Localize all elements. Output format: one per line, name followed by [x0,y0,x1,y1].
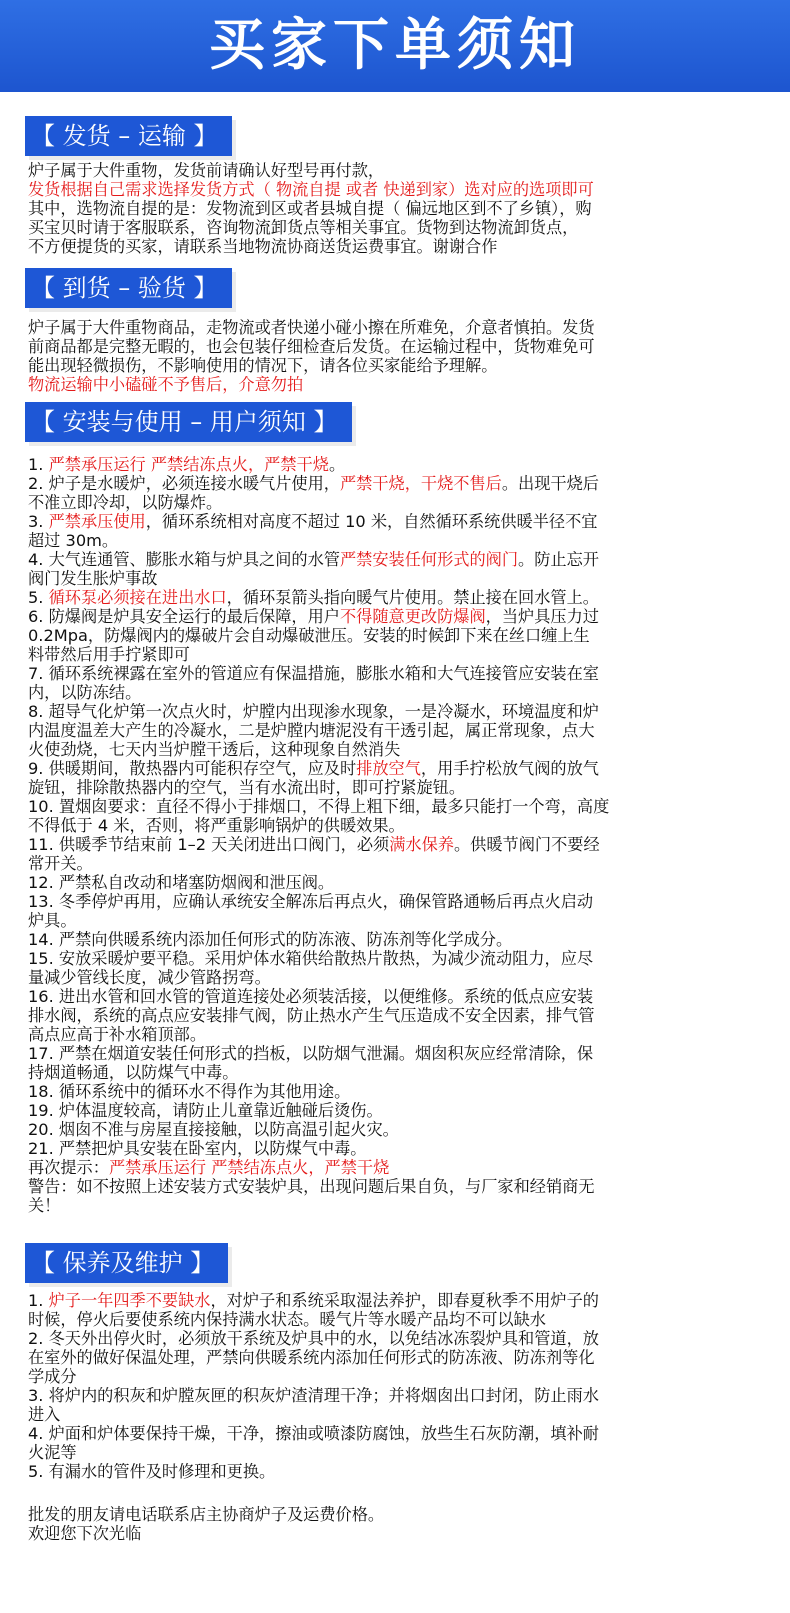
body-text: 再次提示： [28,1158,109,1177]
text-line [28,740,768,759]
text-line [28,1025,768,1044]
body-text: 不方便提货的买家，请联系当地物流协商送货运费事宜。谢谢合作 [28,237,498,256]
body-text: 时候，停火后要使系统内保持满水状态。暖气片等水暖产品均不可以缺水 [28,1310,546,1329]
text-line [28,664,768,683]
body-text: 9. 供暖期间，散热器内可能积存空气，应及时 [28,759,357,778]
body-text: 4. 大气连通管、膨胀水箱与炉具之间的水管 [28,550,340,569]
text-line [28,1310,768,1329]
body-text: 1. [28,455,49,474]
text-line [28,161,768,180]
body-text: 3. 将炉内的积灰和炉膛灰匣的积灰炉渣清理干净；并将烟囱出口封闭，防止雨水 [28,1386,599,1405]
section-header-install: 【 安装与使用 – 用户须知 】 [25,402,352,442]
body-text: 4. 炉面和炉体要保持干燥，干净，擦油或喷漆防腐蚀，放些生石灰防潮，填补耐 [28,1424,599,1443]
body-text: ，循环泵箭头指向暖气片使用。禁止接在回水管上。 [226,588,599,607]
warning-text: 排放空气 [356,759,421,778]
text-line [28,375,768,394]
text-line [28,588,768,607]
text-line [28,1348,768,1367]
section-header-shipping: 【 发货 – 运输 】 [25,116,232,156]
text-line [28,550,768,569]
body-text: 12. 严禁私自改动和堵塞防烟阀和泄压阀。 [28,873,335,892]
body-text: 15. 安放采暖炉要平稳。采用炉体水箱供给散热片散热，为减少流动阻力，应尽 [28,949,594,968]
text-line [28,180,768,199]
text-line [28,683,768,702]
body-text: 进入 [28,1405,61,1424]
body-text: 炉具。 [28,911,77,930]
body-text: 炉子属于大件重物，发货前请确认好型号再付款， [28,161,385,180]
body-text: 内，以防冻结。 [28,683,142,702]
text-line [28,474,768,493]
body-text: 在室外的做好保温处理，严禁向供暖系统内添加任何形式的防冻液、防冻剂等化 [28,1348,595,1367]
text-line [28,607,768,626]
text-line [28,987,768,1006]
body-text: 能出现轻微损伤，不影响使用的情况下，请各位买家能给予理解。 [28,356,498,375]
text-line [28,569,768,588]
text-line [28,702,768,721]
text-line [28,455,768,474]
warning-text: 严禁承压运行 严禁结冻点火，严禁干烧 [48,455,329,474]
body-text: 火泥等 [28,1443,77,1462]
body-text: 10. 置烟囱要求：直径不得小于排烟口，不得上粗下细，最多只能打一个弯，高度 [28,797,610,816]
text-line [28,911,768,930]
warning-text: 发货根据自己需求选择发货方式（ 物流自提 或者 快递到家）选对应的选项即可 [28,180,594,199]
body-text: 火使劲烧，七天内当炉膛干透后，这种现象自然消失 [28,740,401,759]
text-line [28,512,768,531]
body-text: 20. 烟囱不准与房屋直接接触，以防高温引起火灾。 [28,1120,399,1139]
text-line [28,968,768,987]
section-body-install [28,455,768,1215]
body-text: 买宝贝时请于客服联系，咨询物流卸货点等相关事宜。货物到达物流卸货点， [28,218,579,237]
text-line [28,873,768,892]
warning-text: 物流运输中小磕碰不予售后，介意勿拍 [28,375,304,394]
text-line [28,199,768,218]
text-line [28,1196,768,1215]
section-body-maintenance [28,1291,768,1481]
text-line [28,645,768,664]
text-line [28,1082,768,1101]
text-line [28,816,768,835]
body-text: 关！ [28,1196,61,1215]
body-text: 14. 严禁向供暖系统内添加任何形式的防冻液、防冻剂等化学成分。 [28,930,513,949]
text-line [28,1006,768,1025]
text-line [28,1405,768,1424]
section-header-arrival: 【 到货 – 验货 】 [25,268,232,308]
text-line [28,1367,768,1386]
body-text: 0.2Mpa，防爆阀内的爆破片会自动爆破泄压。安装的时候卸下来在丝口缠上生 [28,626,590,645]
body-text: 8. 超导气化炉第一次点火时，炉膛内出现渗水现象，一是冷凝水，环境温度和炉 [28,702,599,721]
body-text: 2. 冬天外出停火时，必须放干系统及炉具中的水，以免结冰冻裂炉具和管道，放 [28,1329,599,1348]
text-line [28,1386,768,1405]
text-line [28,835,768,854]
text-line [28,1291,768,1310]
body-text: 警告：如不按照上述安装方式安装炉具，出现问题后果自负，与厂家和经销商无 [28,1177,595,1196]
footer-wholesale-note: 批发的朋友请电话联系店主协商炉子及运费价格。 [28,1505,385,1524]
section-body-arrival [28,318,768,394]
body-text: 5. 有漏水的管件及时修理和更换。 [28,1462,276,1481]
warning-text: 不得随意更改防爆阀 [339,607,486,626]
text-line [28,854,768,873]
body-text: 料带然后用手拧紧即可 [28,645,190,664]
text-line [28,930,768,949]
text-line [28,778,768,797]
text-line [28,626,768,645]
body-text: 高点应高于补水箱顶部。 [28,1025,207,1044]
text-line [28,1044,768,1063]
body-text: 18. 循环系统中的循环水不得作为其他用途。 [28,1082,351,1101]
text-line [28,337,768,356]
body-text: 常开关。 [28,854,93,873]
text-line [28,892,768,911]
body-text: 不得低于 4 米，否则，将严重影响锅炉的供暖效果。 [28,816,405,835]
text-line [28,531,768,550]
body-text: 5. [28,588,49,607]
body-text: 1. [28,1291,49,1310]
body-text: 2. 炉子是水暖炉，必须连接水暖气片使用， [28,474,340,493]
body-text: 内温度温差大产生的冷凝水，二是炉膛内塘泥没有干透引起，属正常现象，点大 [28,721,595,740]
warning-text: 严禁安装任何形式的阀门 [339,550,519,569]
text-line [28,493,768,512]
text-line [28,218,768,237]
body-text: 16. 进出水管和回水管的管道连接处必须装活接，以便维修。系统的低点应安装 [28,987,594,1006]
body-text: 13. 冬季停炉再用，应确认承统安全解冻后再点火，确保管路通畅后再点火启动 [28,892,594,911]
text-line [28,721,768,740]
body-text: 6. 防爆阀是炉具安全运行的最后保障，用户 [28,607,340,626]
page-title: 买家下单须知 [209,13,581,78]
warning-text: 严禁承压使用 [48,512,146,531]
body-text: 前商品都是完整无暇的，也会包装仔细检查后发货。在运输过程中，货物难免可 [28,337,595,356]
text-line [28,1462,768,1481]
warning-text: 严禁干烧，干烧不售后 [339,474,502,493]
warning-text: 满水保养 [389,835,454,854]
body-text: 21. 严禁把炉具安装在卧室内，以防煤气中毒。 [28,1139,367,1158]
text-line [28,1443,768,1462]
section-header-maintenance: 【 保养及维护 】 [25,1243,228,1283]
text-line [28,237,768,256]
body-text: 学成分 [28,1367,77,1386]
body-text: 。供暖节阀门不要经 [454,835,600,854]
text-line [28,318,768,337]
text-line [28,1329,768,1348]
body-text: 持烟道畅通，以防煤气中毒。 [28,1063,239,1082]
body-text: ，循环系统相对高度不超过 10 米，自然循环系统供暖半径不宜 [145,512,598,531]
body-text: ，当炉具压力过 [485,607,599,626]
body-text: 旋钮，排除散热器内的空气，当有水流出时，即可拧紧旋钮。 [28,778,466,797]
warning-text: 循环泵必须接在进出水口 [48,588,227,607]
text-line [28,356,768,375]
body-text: 。防止忘开 [518,550,599,569]
footer-notes [28,1505,768,1543]
body-text: ，用手拧松放气阀的放气 [420,759,599,778]
text-line [28,1063,768,1082]
text-line [28,1101,768,1120]
body-text: 量减少管线长度，减少管路拐弯。 [28,968,271,987]
body-text: 11. 供暖季节结束前 1–2 天关闭进出口阀门，必须 [28,835,390,854]
text-line [28,759,768,778]
footer-farewell: 欢迎您下次光临 [28,1524,142,1543]
page-banner [0,0,790,92]
body-text: 7. 循环系统裸露在室外的管道应有保温措施，膨胀水箱和大气连接管应安装在室 [28,664,599,683]
body-text: 炉子属于大件重物商品，走物流或者快递小碰小擦在所难免，介意者慎拍。发货 [28,318,595,337]
body-text: 17. 严禁在烟道安装任何形式的挡板，以防烟气泄漏。烟囱积灰应经常清除，保 [28,1044,594,1063]
text-line [28,1120,768,1139]
body-text: 不准立即冷却，以防爆炸。 [28,493,223,512]
warning-text: 炉子一年四季不要缺水 [48,1291,211,1310]
body-text: 3. [28,512,49,531]
text-line [28,1158,768,1177]
text-line [28,1424,768,1443]
body-text: 。出现干烧后 [501,474,599,493]
text-line [28,1139,768,1158]
body-text: 阀门发生胀炉事故 [28,569,158,588]
body-text: 19. 炉体温度较高，请防止儿童靠近触碰后烫伤。 [28,1101,383,1120]
body-text: 排水阀，系统的高点应安装排气阀，防止热水产生气压造成不安全因素，排气管 [28,1006,595,1025]
body-text: ，对炉子和系统采取湿法养护，即春夏秋季不用炉子的 [210,1291,599,1310]
text-line [28,797,768,816]
body-text: 。 [328,455,346,474]
body-text: 其中，选物流自提的是：发物流到区或者县城自提（ 偏远地区到不了乡镇），购 [28,199,592,218]
body-text: 超过 30m。 [28,531,119,550]
text-line [28,949,768,968]
section-body-shipping [28,161,768,256]
text-line [28,1177,768,1196]
warning-text: 严禁承压运行 严禁结冻点火，严禁干烧 [108,1158,390,1177]
